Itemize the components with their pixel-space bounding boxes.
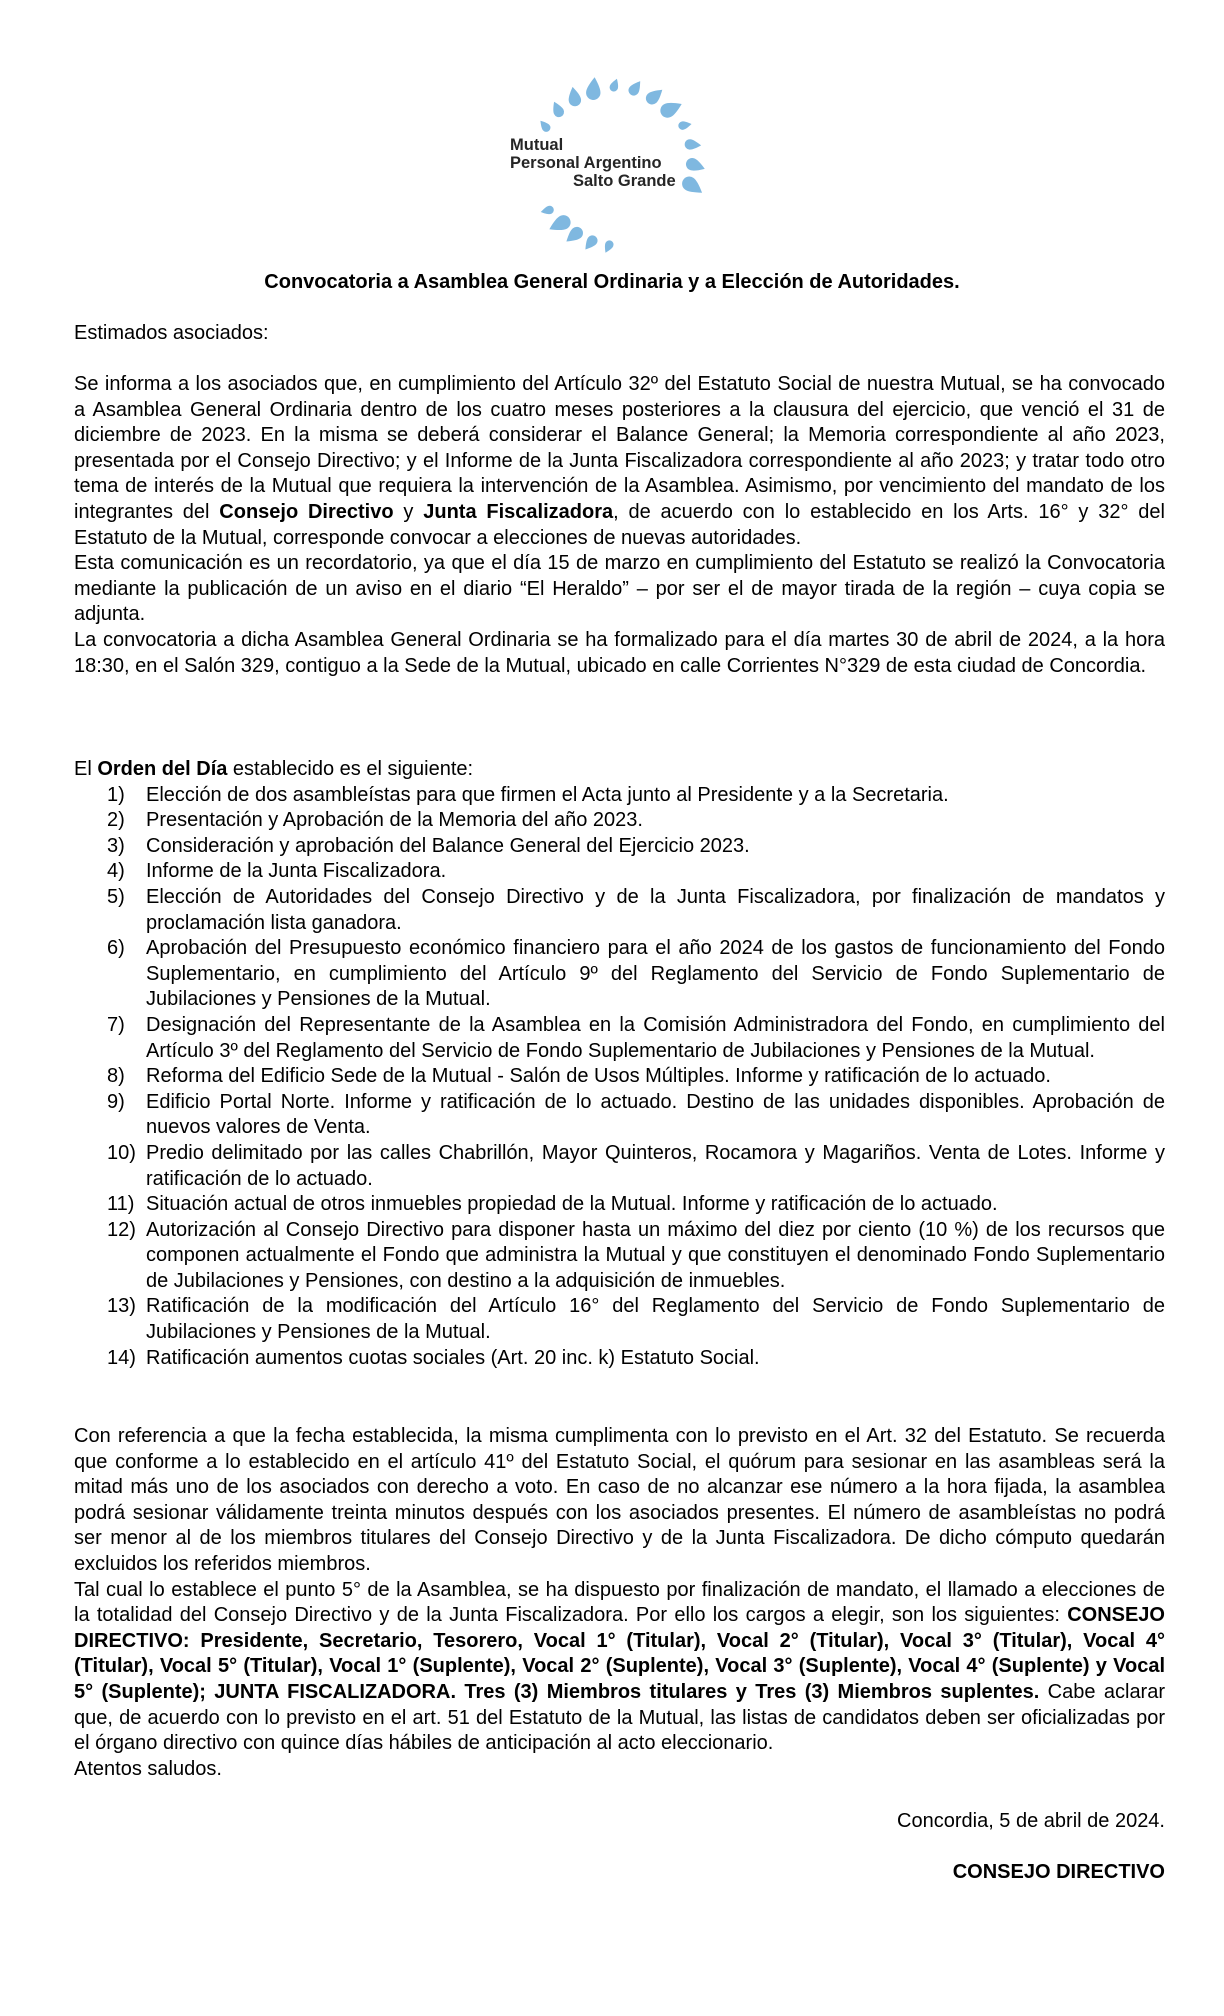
- droplet-icon: [585, 77, 601, 101]
- closing-p2-text-a: Tal cual lo establece el punto 5° de la Asamblea, se ha dispuesto por finalización de mandato, el llamado a elecciones de la totalidad del Consejo Directivo y de la Junta Fiscalizadora. Por ello los cargos a elegir, son los siguientes:: [74, 1578, 1165, 1627]
- agenda-item: [74, 1218, 1165, 1295]
- agenda-item-number: 12): [107, 1218, 136, 1241]
- agenda-item: [74, 1294, 1165, 1345]
- agenda-item: [74, 834, 1165, 860]
- droplet-icon: [537, 118, 552, 134]
- agenda-item: [74, 1192, 1165, 1218]
- agenda-item-number: 3): [107, 834, 125, 857]
- agenda-item-text: Elección de Autoridades del Consejo Directivo y de la Junta Fiscalizadora, por finalización de mandatos y proclamación lista ganadora.: [146, 885, 1165, 934]
- agenda-item-text: Ratificación aumentos cuotas sociales (Art. 20 inc. k) Estatuto Social.: [146, 1346, 760, 1369]
- agenda-item-text: Ratificación de la modificación del Artículo 16° del Reglamento del Servicio de Fondo Suplementario de Jubilaciones y Pensiones de la Mutual.: [146, 1295, 1165, 1344]
- droplet-icon: [678, 120, 693, 131]
- salutation: Atentos saludos.: [74, 1757, 222, 1780]
- agenda-item-text: Aprobación del Presupuesto económico financiero para el año 2024 de los gastos de funcionamiento del Fondo Suplementario, en cumplimiento del Artículo 9º del Reglamento del Servicio de Fondo Suplementario de Jubilaciones y Pensiones de la Mutual.: [146, 937, 1165, 1011]
- agenda-item-text: Designación del Representante de la Asamblea en la Comisión Administradora del Fondo, en cumplimiento del Artículo 3º del Reglamento del Servicio de Fondo Suplementario de Jubilaciones y Pensiones de la Mutual.: [146, 1013, 1165, 1062]
- intro-p1-text-d: , de acuerdo con lo establecido en los Arts. 16° y 32° del Estatuto de la Mutual, corresponde convocar a elecciones de nuevas autoridades.: [74, 500, 1165, 549]
- signature: CONSEJO DIRECTIVO: [952, 1861, 1165, 1883]
- intro-p1-bold-consejo: Consejo Directivo: [219, 500, 394, 523]
- place-date: Concordia, 5 de abril de 2024.: [897, 1810, 1165, 1832]
- agenda-item-number: 14): [107, 1346, 136, 1369]
- droplet-icon: [658, 97, 685, 120]
- agenda-list: [74, 783, 1165, 1372]
- logo-text-line3: Salto Grande: [573, 172, 676, 190]
- agenda-item-number: 2): [107, 809, 125, 832]
- agenda-item: [74, 859, 1165, 885]
- agenda-item-number: 13): [107, 1295, 136, 1318]
- droplet-icon: [549, 99, 565, 118]
- agenda-item: [74, 936, 1165, 1013]
- agenda-item-number: 4): [107, 860, 125, 883]
- agenda-item: [74, 783, 1165, 809]
- agenda-item-number: 6): [107, 937, 125, 960]
- agenda-section: [74, 757, 1165, 1371]
- droplet-icon: [626, 78, 644, 98]
- droplet-icon: [546, 213, 573, 236]
- agenda-item-text: Autorización al Consejo Directivo para disponer hasta un máximo del diez por ciento (10 %) de los recursos que componen actualmente el Fondo que administra la Mutual y que constituyen el denominado Fondo Suplementario de Jubilaciones y Pensiones, con destino a la adquisición de inmuebles.: [146, 1218, 1165, 1292]
- agenda-item-number: 7): [107, 1013, 125, 1036]
- agenda-item: [74, 1346, 1165, 1372]
- agenda-item-text: Consideración y aprobación del Balance General del Ejercicio 2023.: [146, 834, 750, 857]
- agenda-lead: [74, 757, 1165, 783]
- closing-paragraph-2: [74, 1578, 1165, 1757]
- droplet-icon: [684, 139, 701, 151]
- agenda-item-number: 8): [107, 1065, 125, 1088]
- agenda-item: [74, 808, 1165, 834]
- droplet-icon: [540, 205, 555, 216]
- agenda-item-number: 9): [107, 1090, 125, 1113]
- intro-p1-text-c: y: [393, 500, 424, 523]
- greeting: [74, 321, 1165, 347]
- agenda-item-number: 5): [107, 885, 125, 908]
- greeting-text: Estimados asociados:: [74, 322, 269, 344]
- droplet-icon: [581, 233, 599, 252]
- intro-paragraph-1: [74, 372, 1165, 551]
- agenda-item-text: Informe de la Junta Fiscalizadora.: [146, 860, 447, 883]
- agenda-item: [74, 885, 1165, 936]
- agenda-lead-bold: Orden del Día: [97, 758, 228, 780]
- intro-p1-bold-junta: Junta Fiscalizadora: [423, 500, 614, 523]
- droplet-icon: [566, 86, 582, 107]
- page-title: Convocatoria a Asamblea General Ordinaria y a Elección de Autoridades.: [264, 271, 960, 293]
- intro-paragraph-2: Esta comunicación es un recordatorio, ya que el día 15 de marzo en cumplimiento del Estatuto se realizó la Convocatoria mediante la publicación de un aviso en el diario “El Heraldo” – por ser el de mayor tirada de la región – cuya copia se adjunta.: [74, 552, 1165, 626]
- mutual-logo: [500, 76, 730, 256]
- agenda-item: [74, 1064, 1165, 1090]
- droplet-icon: [643, 85, 666, 107]
- agenda-item-text: Predio delimitado por las calles Chabrillón, Mayor Quinteros, Rocamora y Magariños. Venta de Lotes. Informe y ratificación de lo actuado.: [146, 1141, 1165, 1190]
- agenda-item-text: Presentación y Aprobación de la Memoria del año 2023.: [146, 809, 643, 832]
- agenda-item-text: Elección de dos asambleístas para que firmen el Acta junto al Presidente y a la Secretaria.: [146, 783, 949, 806]
- closing-paragraph-1: Con referencia a que la fecha establecida, la misma cumplimenta con lo previsto en el Art. 32 del Estatuto. Se recuerda que conforme a lo establecido en el artículo 41º del Estatuto Social, el quórum para sesionar en las asambleas será la mitad más uno de los asociados con derecho a voto. En caso de no alcanzar ese número a la hora fijada, la asamblea podrá sesionar válidamente treinta minutos después con los asociados presentes. El número de asambleístas no podrá ser menor al de los miembros titulares del Consejo Directivo y de la Junta Fiscalizadora. De dicho cómputo quedarán excluidos los referidos miembros.: [74, 1425, 1165, 1575]
- droplet-icon: [679, 174, 706, 199]
- agenda-item: [74, 1141, 1165, 1192]
- agenda-item-text: Situación actual de otros inmuebles propiedad de la Mutual. Informe y ratificación de lo actuado.: [146, 1193, 998, 1216]
- droplet-icon: [602, 239, 615, 255]
- agenda-item: [74, 1090, 1165, 1141]
- agenda-item-text: Reforma del Edificio Sede de la Mutual - Salón de Usos Múltiples. Informe y ratificación de lo actuado.: [146, 1065, 1051, 1088]
- logo-text-line2: Personal Argentino: [510, 154, 662, 172]
- droplet-icon: [684, 156, 707, 174]
- agenda-item-text: Edificio Portal Norte. Informe y ratificación de lo actuado. Destino de las unidades disponibles. Aprobación de nuevos valores de Venta.: [146, 1090, 1165, 1139]
- agenda-lead-a: El: [74, 758, 98, 780]
- agenda-lead-c: establecido es el siguiente:: [227, 758, 474, 780]
- intro-paragraph-3: La convocatoria a dicha Asamblea General Ordinaria se ha formalizado para el día martes 30 de abril de 2024, a la hora 18:30, en el Salón 329, contiguo a la Sede de la Mutual, ubicado en calle Corrientes N°329 de esta ciudad de Concordia.: [74, 628, 1165, 677]
- closing-section: [74, 1424, 1165, 1782]
- agenda-item-number: 1): [107, 783, 125, 806]
- droplet-icon: [608, 77, 620, 92]
- agenda-item-number: 10): [107, 1141, 136, 1164]
- agenda-item: [74, 1013, 1165, 1064]
- logo-text-line1: Mutual: [510, 136, 564, 154]
- intro-section: [74, 372, 1165, 679]
- intro-p1-text-a: Se informa a los asociados que, en cumplimiento del Artículo 32º del Estatuto Social de nuestra Mutual, se ha convocado a Asamblea General Ordinaria dentro de los cuatro meses posteriores a la clausura del ejercicio, que venció el 31 de diciembre de 2023. En la misma se deberá considerar el Balance General; la Memoria correspondiente al año 2023, presentada por el Consejo Directivo; y el Informe de la Junta Fiscalizadora correspondiente al año 2023; y tratar todo otro tema de interés de la Mutual que requiera la intervención de la Asamblea. Asimismo, por vencimiento del mandato de los integrantes del: [74, 373, 1165, 523]
- closing-p2-text-c: Cabe aclarar que, de acuerdo con lo previsto en el art. 51 del Estatuto de la Mutual, las listas de candidatos deben ser oficializadas por el órgano directivo con quince días hábiles de anticipación al acto eleccionario.: [74, 1680, 1166, 1755]
- agenda-item-number: 11): [107, 1193, 135, 1216]
- closing-p2-positions: CONSEJO DIRECTIVO: Presidente, Secretario, Tesorero, Vocal 1° (Titular), Vocal 2° (Titular), Vocal 3° (Titular), Vocal 4° (Titular), Vocal 5° (Titular), Vocal 1° (Suplente), Vocal 2° (Suplente), Vocal 3° (Suplente), Vocal 4° (Suplente) y Vocal 5° (Suplente); JUNTA FISCALIZADORA. Tres (3) Miembros titulares y Tres (3) Miembros suplentes.: [74, 1604, 1165, 1703]
